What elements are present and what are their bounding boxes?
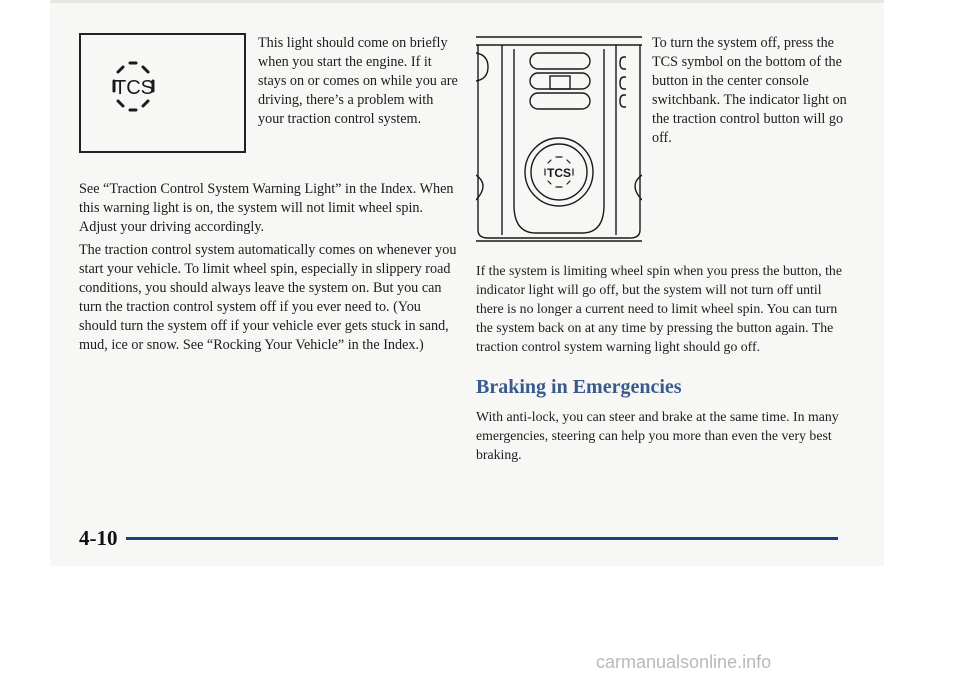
turn-off-paragraph: To turn the system off, press the TCS symbol on the bottom of the button in the center console switchbank. The indicator light on the traction control button will go off. xyxy=(652,35,847,146)
page-number: 4-10 xyxy=(79,526,118,550)
console-tcs-button-label: TCS xyxy=(547,166,571,180)
tcs-light-icon xyxy=(81,35,244,151)
braking-paragraph: With anti-lock, you can steer and brake at the same time. In many emergencies, steering can help you more than even the very best braking. xyxy=(476,409,839,462)
tcs-light-label: TCS xyxy=(114,77,154,99)
tcs-warning-light-figure xyxy=(79,33,246,153)
center-console-figure xyxy=(476,35,642,243)
braking-heading: Braking in Emergencies xyxy=(476,376,682,398)
tcs-light-caption: This light should come on briefly when you start the engine. If it stays on or comes on while you are driving, there’s a problem with your traction control system. xyxy=(258,35,458,127)
see-warning-paragraph: See “Traction Control System Warning Light” in the Index. When this warning light is on, the system will not limit wheel spin. Adjust your driving accordingly. xyxy=(79,181,454,235)
footer-rule xyxy=(126,537,838,540)
page-top-edge xyxy=(50,0,884,3)
watermark: carmanualsonline.info xyxy=(596,652,772,672)
console-switchbank-illustration xyxy=(476,35,642,243)
limiting-wheel-spin-paragraph: If the system is limiting wheel spin when you press the button, the indicator light will go off, but the system will not turn off until there is no longer a current need to limit wheel spin. You can turn the system back on at any time by pressing the button again. The traction control system warning light should go off. xyxy=(476,263,842,354)
auto-on-paragraph: The traction control system automatically comes on whenever you start your vehicle. To limit wheel spin, especially in slippery road conditions, you should always leave the system on. But you can turn the traction control system off if you ever need to. (You should turn the system off if your vehicle ever gets stuck in sand, mud, ice or snow. See “Rocking Your Vehicle” in the Index.) xyxy=(79,242,457,353)
